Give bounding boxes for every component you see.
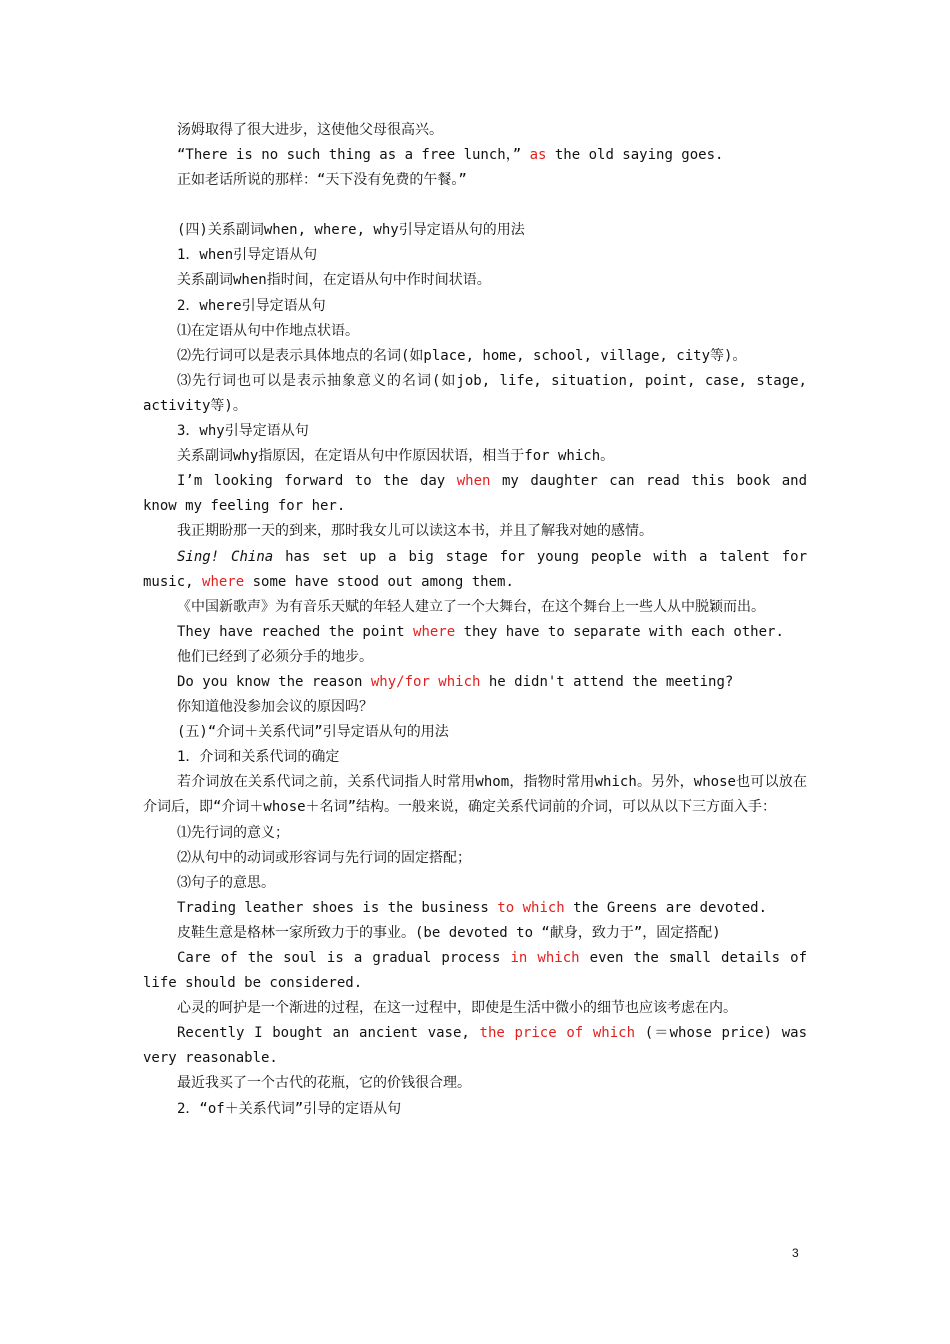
translation-line: 汤姆取得了很大进步，这使他父母很高兴。	[177, 122, 443, 138]
rule-text: ⑶句子的意思。	[177, 874, 275, 891]
highlighted-keyword: the price of which	[479, 1025, 636, 1042]
translation-line: 心灵的呵护是一个渐进的过程，在这一过程中，即使是生活中微小的细节也应该考虑在内。	[177, 1000, 737, 1017]
rule-text: 若介词放在关系代词之前，关系代词指人时常用whom，指物时常用which。另外，whose也可以放在介词后，即“介词＋whose＋名词”结构。一般来说，确定关系代词前的介词，可以从以下三方面入手：	[143, 774, 807, 816]
rule-text: ⑶先行词也可以是表示抽象意义的名词(如job, life, situation, point, case, stage, activity等)。	[143, 372, 807, 414]
highlighted-keyword: when	[456, 473, 491, 490]
translation-line: 皮鞋生意是格林一家所致力于的事业。(be devoted to “献身，致力于”，固定搭配)	[177, 924, 721, 941]
subsection-heading: 2．“of＋关系代词”引导的定语从句	[177, 1100, 402, 1117]
rule-text: 关系副词when指时间，在定语从句中作时间状语。	[177, 272, 491, 289]
subsection-heading: 3．why引导定语从句	[177, 423, 309, 440]
example-sentence: Do you know the reason why/for which he didn't attend the meeting?	[177, 673, 734, 690]
translation-line: 你知道他没参加会议的原因吗？	[177, 699, 373, 716]
highlighted-keyword: where	[202, 573, 245, 590]
highlighted-keyword: as	[529, 147, 547, 164]
page-number: 3	[792, 1246, 799, 1260]
highlighted-keyword: in which	[510, 950, 580, 966]
rule-text: ⑵先行词可以是表示具体地点的名词(如place, home, school, village, city等)。	[177, 347, 747, 364]
highlighted-keyword: to which	[497, 899, 565, 916]
rule-text: ⑴先行词的意义；	[177, 824, 289, 841]
translation-line: 《中国新歌声》为有音乐天赋的年轻人建立了一个大舞台，在这个舞台上一些人从中脱颖而出。	[177, 598, 765, 615]
example-sentence: Recently I bought an ancient vase, the price of which (＝whose price) was very reasonable.	[143, 1025, 807, 1067]
translation-line: 他们已经到了必须分手的地步。	[177, 648, 373, 665]
translation-line: 最近我买了一个古代的花瓶，它的价钱很合理。	[177, 1075, 471, 1092]
example-sentence: I’m looking forward to the day when my daughter can read this book and know my feeling for her.	[143, 473, 807, 515]
example-sentence: “There is no such thing as a free lunch，” as the old saying goes.	[177, 147, 724, 164]
rule-text: ⑵从句中的动词或形容词与先行词的固定搭配；	[177, 849, 471, 866]
rule-text: 关系副词why指原因，在定语从句中作原因状语，相当于for which。	[177, 448, 615, 465]
example-sentence: Trading leather shoes is the business to which the Greens are devoted.	[177, 899, 768, 916]
section-heading: (四)关系副词when, where, why引导定语从句的用法	[177, 222, 525, 239]
example-sentence: Sing! China has set up a big stage for young people with a talent for music, where some have stood out among them.	[143, 548, 808, 590]
highlighted-keyword: where	[413, 623, 456, 640]
section-heading: (五)“介词＋关系代词”引导定语从句的用法	[177, 724, 449, 741]
rule-text: ⑴在定语从句中作地点状语。	[177, 322, 359, 339]
subsection-heading: 1．介词和关系代词的确定	[177, 749, 340, 766]
subsection-heading: 1．when引导定语从句	[177, 247, 318, 264]
translation-line: 我正期盼那一天的到来，那时我女儿可以读这本书，并且了解我对她的感情。	[177, 523, 653, 540]
subsection-heading: 2．where引导定语从句	[177, 297, 326, 314]
translation-line: 正如老话所说的那样：“天下没有免费的午餐。”	[177, 172, 467, 189]
example-sentence: Care of the soul is a gradual process in which even the small details of life should be considered.	[143, 950, 807, 992]
document-body	[143, 118, 807, 1122]
highlighted-keyword: why/for which	[370, 673, 481, 690]
program-title: Sing! China	[177, 548, 274, 565]
example-sentence: They have reached the point where they have to separate with each other.	[177, 623, 784, 640]
